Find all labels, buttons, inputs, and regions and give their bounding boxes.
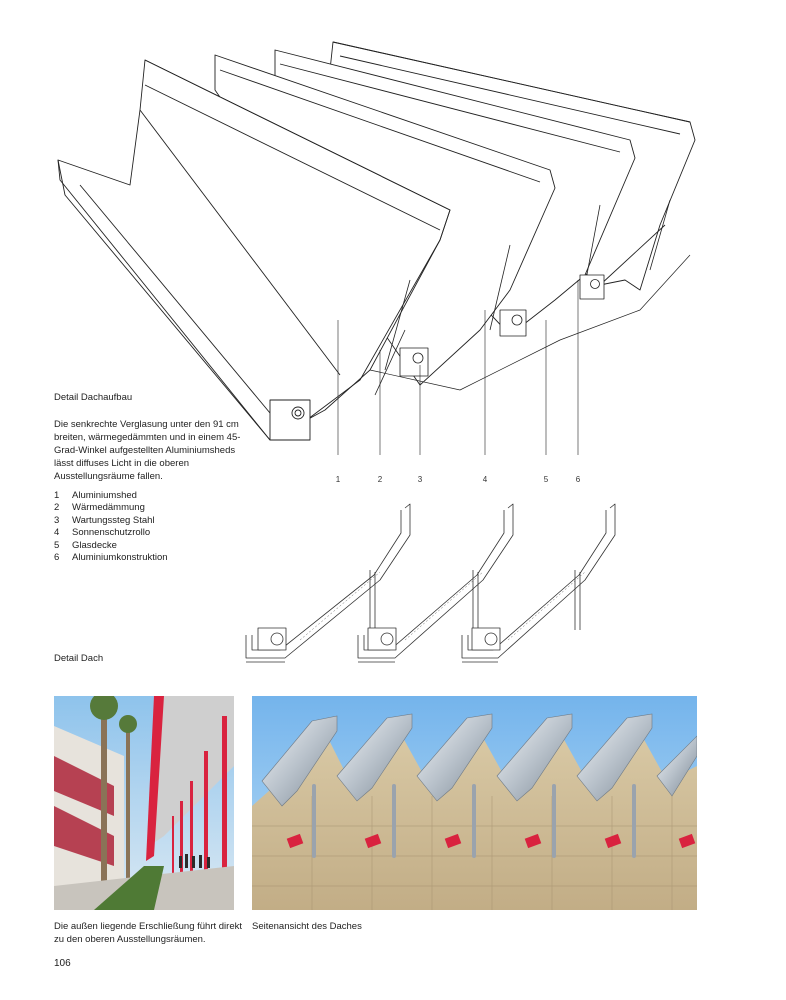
section-shed-3 — [462, 504, 615, 662]
legend-item: 2 Wärmedämmung — [54, 502, 145, 514]
legend-item: 1 Aluminiumshed — [54, 490, 137, 501]
legend-item: 6 Aluminiumkonstruktion — [54, 551, 168, 563]
detail-roof-heading: Detail Dachaufbau — [54, 392, 133, 403]
legend-item: 3 Wartungssteg Stahl — [54, 514, 155, 526]
roof-section-drawing — [240, 500, 630, 670]
legend-item: 4 Sonnenschutzrollo — [54, 527, 151, 539]
callout-3: 3 — [417, 475, 423, 484]
callout-6: 6 — [575, 475, 581, 484]
callout-4: 4 — [482, 475, 488, 484]
walkway-photo — [54, 696, 234, 910]
callout-5: 5 — [543, 475, 549, 484]
detail-section-caption: Detail Dach — [54, 653, 104, 664]
page-number: 106 — [54, 958, 71, 969]
legend-item: 5 Glasdecke — [54, 539, 117, 551]
callout-2: 2 — [377, 475, 383, 484]
callout-1: 1 — [335, 475, 341, 484]
detail-roof-body: Die senkrechte Verglasung unter den 91 cm breiten, wärmegedämmten und in einem 45-Grad-Winkel aufgestellten Aluminiumsheds lässt diffuses Licht in die oberen Ausstellungsräume fallen. — [54, 419, 241, 482]
roof-photo-caption: Seitenansicht des Daches — [252, 921, 362, 932]
walkway-photo-caption: Die außen liegende Erschließung führt direkt zu den oberen Ausstellungsräumen. — [54, 921, 242, 945]
roof-side-photo — [252, 696, 697, 910]
